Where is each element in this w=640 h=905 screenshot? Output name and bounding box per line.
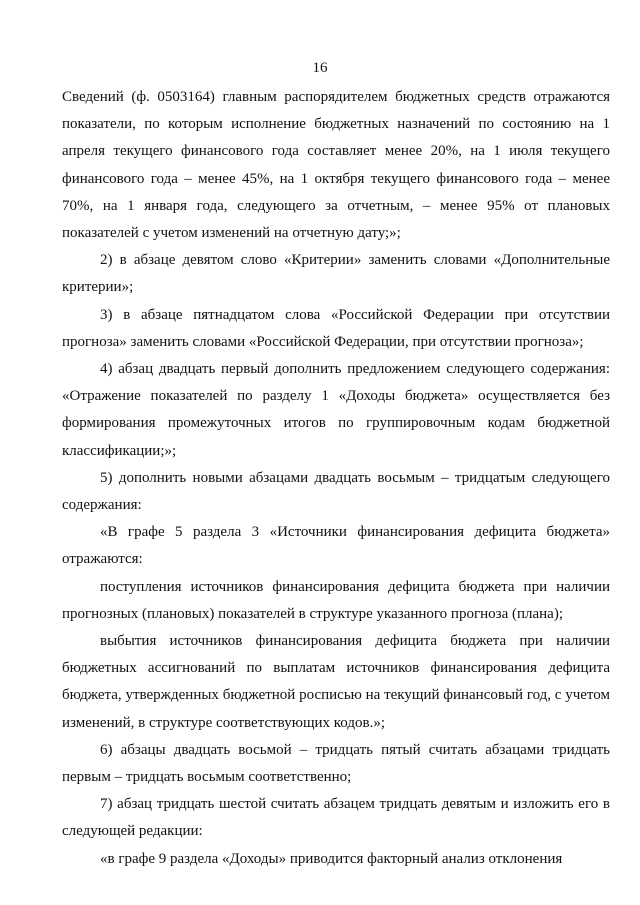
paragraph-5: 5) дополнить новыми абзацами двадцать восьмым – тридцатым следующего содержания:	[62, 469, 610, 514]
paragraph-10: 7) абзац тридцать шестой считать абзацем тридцать девятым и изложить его в следующей редакции:	[62, 796, 610, 840]
paragraph-3: 3) в абзаце пятнадцатом слова «Российской Федерации при отсутствии прогноза» заменить словами «Российской Федерации, при отсутствии прогноза»;	[62, 306, 610, 350]
paragraph-11: «в графе 9 раздела «Доходы» приводится факторный анализ отклонения	[100, 850, 563, 867]
page-number: 16	[312, 60, 328, 76]
paragraph-6: «В графе 5 раздела 3 «Источники финансирования дефицита бюджета» отражаются:	[62, 524, 610, 568]
paragraph-9: 6) абзацы двадцать восьмой – тридцать пятый считать абзацами тридцать первым – тридцать восьмым соответственно;	[62, 741, 610, 786]
paragraph-2: 2) в абзаце девятом слово «Критерии» заменить словами «Дополнительные критерии»;	[62, 252, 610, 296]
paragraph-4: 4) абзац двадцать первый дополнить предложением следующего содержания: «Отражение показателей по разделу 1 «Доходы бюджета» осуществляется без формирования промежуточных итогов по группировочным кодам бюджетной классификации;»;	[62, 361, 610, 459]
paragraph-8: выбытия источников финансирования дефицита бюджета при наличии бюджетных ассигнований по выплатам источников финансирования дефицита бюджета, утвержденных бюджетной росписью на текущий финансовый год, с учетом изменений, в структуре соответствующих кодов.»;	[62, 633, 610, 731]
paragraph-1: Сведений (ф. 0503164) главным распорядителем бюджетных средств отражаются показатели, по которым исполнение бюджетных назначений по состоянию на 1 апреля текущего финансового года составляет менее 20%, на 1 июля текущего финансового года – менее 45%, на 1 октября текущего финансового года – менее 70%, на 1 января года, следующего за отчетным, – менее 95% от плановых показателей с учетом изменений на отчетную дату;»;	[62, 89, 610, 242]
document-body	[62, 84, 610, 873]
paragraph-7: поступления источников финансирования дефицита бюджета при наличии прогнозных (плановых) показателей в структуре указанного прогноза (плана);	[62, 578, 610, 622]
